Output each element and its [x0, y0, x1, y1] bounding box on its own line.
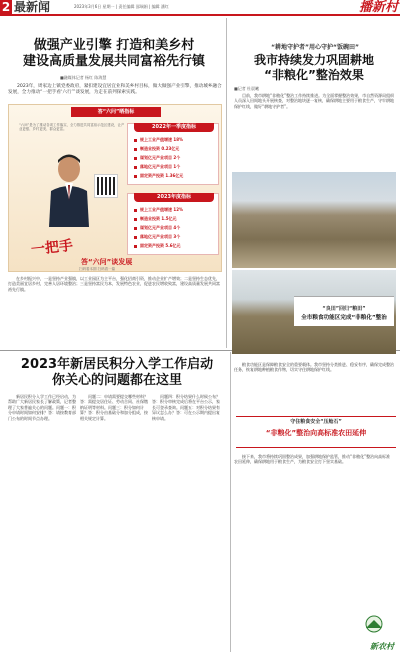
lead-paragraph: 2023年，周家边上镇党委政府，紧扣建设宜居宜业和美乡村目标，做大做强产业引擎，推动城乡融合发展，全力推动“一把手看‘六行’”谈发展，为走在前列探索实践。 [8, 84, 222, 95]
poster-title: 答“六问”晒指标 [71, 107, 161, 117]
right-body-text: 目前，我市耕地“非粮化”整治工作持续推进。为全面掌握整治效果，市自然资源局组织人员深入田间地头开展核查，对整治地块逐一复核，确保耕地主要用于粮食生产，守牢耕地保护红线，做好“耕地守护者”。 [234, 93, 395, 109]
card-2023-item: 谋划亿元产业项目 4个 [134, 224, 214, 232]
card-2022-item: 固定资产投资 1.36亿元 [134, 172, 214, 180]
lead-headline[interactable] [8, 38, 220, 70]
card-2022-item: 落地亿元产业项目 1个 [134, 163, 214, 171]
card-2022-item: 谋划亿元产业项目 2个 [134, 154, 214, 162]
header-meta: 2023年3月6日 星期一 | 责任编辑 邵瑞娟 | 编辑 潘红 [74, 4, 169, 9]
interview-poster [8, 104, 222, 272]
bottom-col-1: 新居民积分入学工作已经启动，为帮助广大新居民家长了解政策，记者整理了大家普遍关心的问题。问题一：积分申请时间如何安排？答：请按教育部门公布的时间节点办理。 [8, 394, 76, 421]
lead-headline-line2: 建设高质量发展共同富裕先行镇 [22, 54, 205, 69]
new-village-logo-icon [354, 614, 394, 640]
field-photo [232, 270, 396, 354]
bottom-col-3: 问题四：积分结果什么时候公布？答：积分审核完成后将在平台公示，家长可登录查询。问题五：对积分结果有异议怎么办？答：可在公示期内提出复核申请。 [152, 394, 220, 421]
page-number: 2 [1, 0, 11, 14]
lead-body-text: 在乡村振兴中，一是坚持产业强镇，以工业园区为主平台，强化招商引资，推动企业扩产增效；二是坚持生态优先，打造美丽宜居乡村，完善人居环境整治；三是坚持富民为本，发展特色农业，促进农民增收致富，建设高质量发展共同富裕先行镇。 [8, 276, 220, 292]
bottom-headline-line2: 你关心的问题都在这里 [51, 373, 182, 388]
official-photo [47, 151, 91, 227]
poster-text: “六问”是为了推动各项工作落实，全力推进共同富裕示范区建设，让产业更强、乡村更美、群众更富。 [19, 123, 125, 132]
right-bottom-text: 粮食功能区是保障粮食安全的重要载体。我市坚持分类推进、稳妥有序，确保完成整治任务，恢复耕地种植粮食作物，切实守住耕地保护红线。 [234, 362, 394, 373]
card-2022-item: 规上工业产值增速 18% [134, 136, 214, 144]
card-2023-item: 规上工业产值增速 12% [134, 206, 214, 214]
card-2023-item: 固定资产投资 5.6亿元 [134, 242, 214, 250]
right-headline-line2: “非粮化”整治效果 [264, 68, 364, 82]
header-editor: 责任编辑 邵瑞娟 [118, 4, 148, 9]
right-bottom-title: “非粮化”整治向高标准农田延伸 [265, 429, 367, 437]
photo-caption: 全市粮食功能区完成“非粮化”整治 [301, 315, 387, 321]
card-2023-item: 落地亿元产业项目 3个 [134, 233, 214, 241]
indicator-card-2022 [127, 123, 219, 185]
poster-footer: 扫码看本期 扫码看一篇 [79, 267, 116, 271]
right-bottom-text-2: 接下来，我市将持续巩固整治成果，加强耕地保护监管，推动“非粮化”整治向高标准农田延伸，确保耕地用于粮食生产，为粮食安全打下坚实基础。 [234, 454, 391, 465]
column-divider [226, 18, 227, 348]
section-title: 最新闻 [14, 0, 51, 14]
right-bottom-headline[interactable] [236, 416, 396, 448]
column-divider-bottom [230, 352, 231, 652]
right-headline-line1: 我市持续发力巩固耕地 [253, 53, 374, 67]
right-bottom-kicker: 守住粮食安全“压舱石” [290, 419, 342, 425]
lead-byline: ■融媒体记者 杨红 陈海慧 [60, 75, 107, 80]
card-2022-title: 2022年一季度指标 [134, 123, 214, 132]
right-kicker: “耕地守护者”用心守护“饭碗田” [271, 44, 359, 51]
page-header [0, 0, 400, 16]
photo-caption-box [294, 296, 394, 326]
logo-text: 新农村 [370, 641, 394, 651]
right-headline[interactable] [232, 53, 396, 83]
qr-code-icon[interactable] [95, 175, 117, 197]
header-date: 2023年3月6日 星期一 [74, 4, 115, 9]
lead-headline-line1: 做强产业引擎 打造和美乡村 [33, 38, 195, 53]
bottom-headline-line1: 2023年新居民积分入学工作启动 [20, 357, 214, 372]
indicator-card-2023 [127, 193, 219, 255]
bottom-headline[interactable] [8, 357, 226, 389]
card-2022-item: 制造业投资 0.23亿元 [134, 145, 214, 153]
bottom-col-2: 问题二：申请需要提交哪些材料？答：需提交居住证、劳动合同、社保缴纳证明等材料。问题三：积分如何计算？答：积分由基础分和加分组成，按相关规定计算。 [80, 394, 148, 421]
header-designer: 编辑 潘红 [151, 4, 169, 9]
card-2023-item: 制造业投资 1.5亿元 [134, 215, 214, 223]
poster-slogan-small: 答“六问”谈发展 [81, 258, 133, 266]
card-2023-title: 2023年度指标 [134, 193, 214, 202]
masthead-logo: 播新村 [358, 0, 398, 15]
photo-label: “良田”回归“粮田” [322, 306, 366, 312]
farmland-photo [232, 172, 396, 268]
right-byline: ■记者 杜晨曦 [234, 86, 260, 91]
poster-slogan-big: 一把手 [30, 237, 74, 259]
